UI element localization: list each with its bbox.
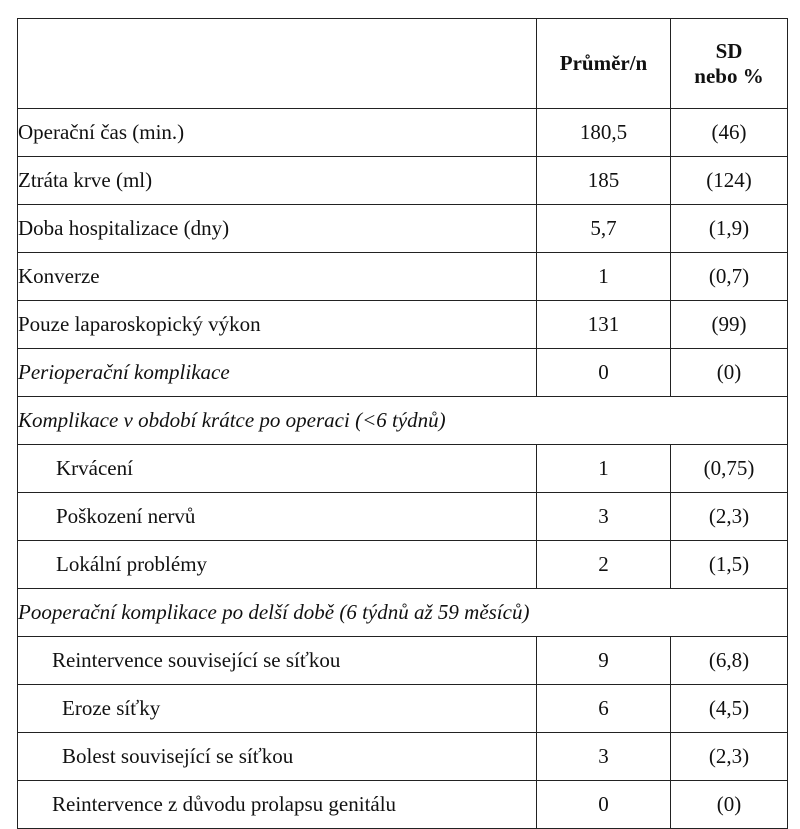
row-mean: 0 [537, 781, 671, 829]
table-row [18, 493, 788, 541]
row-sd: (2,3) [671, 733, 788, 781]
row-label: Operační čas (min.) [18, 109, 537, 157]
header-sd-line1: SD [715, 39, 743, 64]
row-sd: (0,7) [671, 253, 788, 301]
row-sd: (46) [671, 109, 788, 157]
row-mean: 5,7 [537, 205, 671, 253]
row-label: Poškození nervů [18, 493, 537, 541]
row-sd: (1,5) [671, 541, 788, 589]
row-sd: (99) [671, 301, 788, 349]
row-mean: 0 [537, 349, 671, 397]
table-row [18, 541, 788, 589]
row-label: Perioperační komplikace [18, 349, 537, 397]
header-label-cell [18, 19, 537, 109]
row-label: Bolest související se síťkou [18, 733, 537, 781]
table-row [18, 205, 788, 253]
row-label: Konverze [18, 253, 537, 301]
row-label: Krvácení [18, 445, 537, 493]
row-sd: (0) [671, 781, 788, 829]
table-row [18, 253, 788, 301]
section-row [18, 589, 788, 637]
row-mean: 1 [537, 253, 671, 301]
row-label: Pouze laparoskopický výkon [18, 301, 537, 349]
row-mean: 131 [537, 301, 671, 349]
row-mean: 180,5 [537, 109, 671, 157]
table-row [18, 157, 788, 205]
row-mean: 185 [537, 157, 671, 205]
section-row [18, 397, 788, 445]
row-mean: 9 [537, 637, 671, 685]
header-sd-cell [671, 19, 788, 109]
row-sd: (2,3) [671, 493, 788, 541]
row-sd: (124) [671, 157, 788, 205]
table-row [18, 781, 788, 829]
row-label: Reintervence z důvodu prolapsu genitálu [18, 781, 537, 829]
row-mean: 3 [537, 733, 671, 781]
table-row [18, 349, 788, 397]
table-row [18, 637, 788, 685]
row-sd: (1,9) [671, 205, 788, 253]
row-mean: 6 [537, 685, 671, 733]
table-row [18, 109, 788, 157]
row-label: Eroze síťky [18, 685, 537, 733]
row-label: Ztráta krve (ml) [18, 157, 537, 205]
row-label: Lokální problémy [18, 541, 537, 589]
row-mean: 2 [537, 541, 671, 589]
table-row [18, 685, 788, 733]
row-sd: (0) [671, 349, 788, 397]
header-mean-cell: Průměr/n [537, 19, 671, 109]
table-row [18, 301, 788, 349]
results-table [17, 18, 788, 829]
section-heading: Komplikace v období krátce po operaci (<6 týdnů) [18, 397, 788, 445]
table-row [18, 733, 788, 781]
header-row [18, 19, 788, 109]
row-mean: 3 [537, 493, 671, 541]
section-heading: Pooperační komplikace po delší době (6 týdnů až 59 měsíců) [18, 589, 788, 637]
row-sd: (0,75) [671, 445, 788, 493]
row-label: Doba hospitalizace (dny) [18, 205, 537, 253]
table-row [18, 445, 788, 493]
row-sd: (6,8) [671, 637, 788, 685]
row-mean: 1 [537, 445, 671, 493]
row-sd: (4,5) [671, 685, 788, 733]
row-label: Reintervence související se síťkou [18, 637, 537, 685]
header-sd-line2: nebo % [694, 63, 764, 88]
